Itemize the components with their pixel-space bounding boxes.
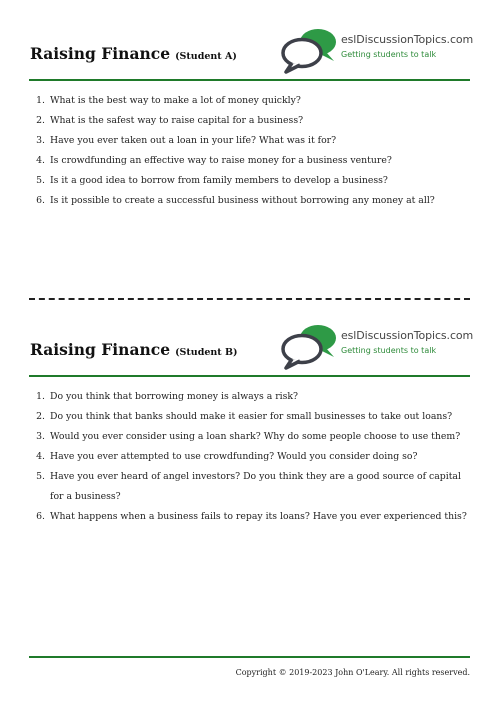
speech-bubbles-icon (280, 25, 340, 75)
list-item: 1. Do you think that borrowing money is always a risk? (36, 391, 298, 402)
site-tagline: Getting students to talk (341, 346, 437, 355)
list-item: 1. What is the best way to make a lot of money quickly? (36, 95, 301, 106)
list-item: 2. What is the safest way to raise capital for a business? (36, 115, 304, 126)
site-tagline: Getting students to talk (341, 50, 437, 59)
page-title (30, 44, 237, 63)
student-b-section (29, 321, 474, 527)
cut-line (29, 298, 470, 300)
student-b-header (29, 321, 474, 375)
list-item: 3. Would you ever consider using a loan shark? Why do some people choose to use them? (36, 431, 461, 442)
site-name: eslDiscussionTopics.com (341, 33, 474, 46)
title-text: Raising Finance (30, 44, 171, 63)
list-item: 4. Have you ever attempted to use crowdfunding? Would you consider doing so? (36, 451, 418, 462)
list-item: 2. Do you think that banks should make it easier for small businesses to take out loans? (36, 411, 453, 422)
footer-divider (29, 656, 470, 658)
list-item: 3. Have you ever taken out a loan in your life? What was it for? (36, 135, 337, 146)
list-item: 6. Is it possible to create a successful business without borrowing any money at all? (36, 195, 435, 206)
list-item: 5. Is it a good idea to borrow from family members to develop a business? (36, 175, 388, 186)
copyright-notice: Copyright © 2019-2023 John O'Leary. All rights reserved. (235, 668, 470, 677)
student-a-section (29, 25, 474, 211)
student-a-header (29, 25, 474, 79)
site-logo (280, 321, 474, 375)
list-item: 6. What happens when a business fails to repay its loans? Have you ever experienced this? (36, 511, 467, 522)
student-label: (Student A) (175, 51, 237, 62)
student-label: (Student B) (175, 347, 238, 358)
speech-bubbles-icon (280, 321, 340, 371)
question-list (29, 91, 470, 211)
site-logo (280, 25, 474, 79)
question-list (29, 387, 470, 527)
title-text: Raising Finance (30, 340, 171, 359)
header-divider (29, 375, 470, 377)
list-item: 4. Is crowdfunding an effective way to raise money for a business venture? (36, 155, 392, 166)
site-name: eslDiscussionTopics.com (341, 329, 474, 342)
list-item: 5. Have you ever heard of angel investors? Do you think they are a good source of capital for a business? (36, 471, 461, 502)
header-divider (29, 79, 470, 81)
page-title (30, 340, 238, 359)
